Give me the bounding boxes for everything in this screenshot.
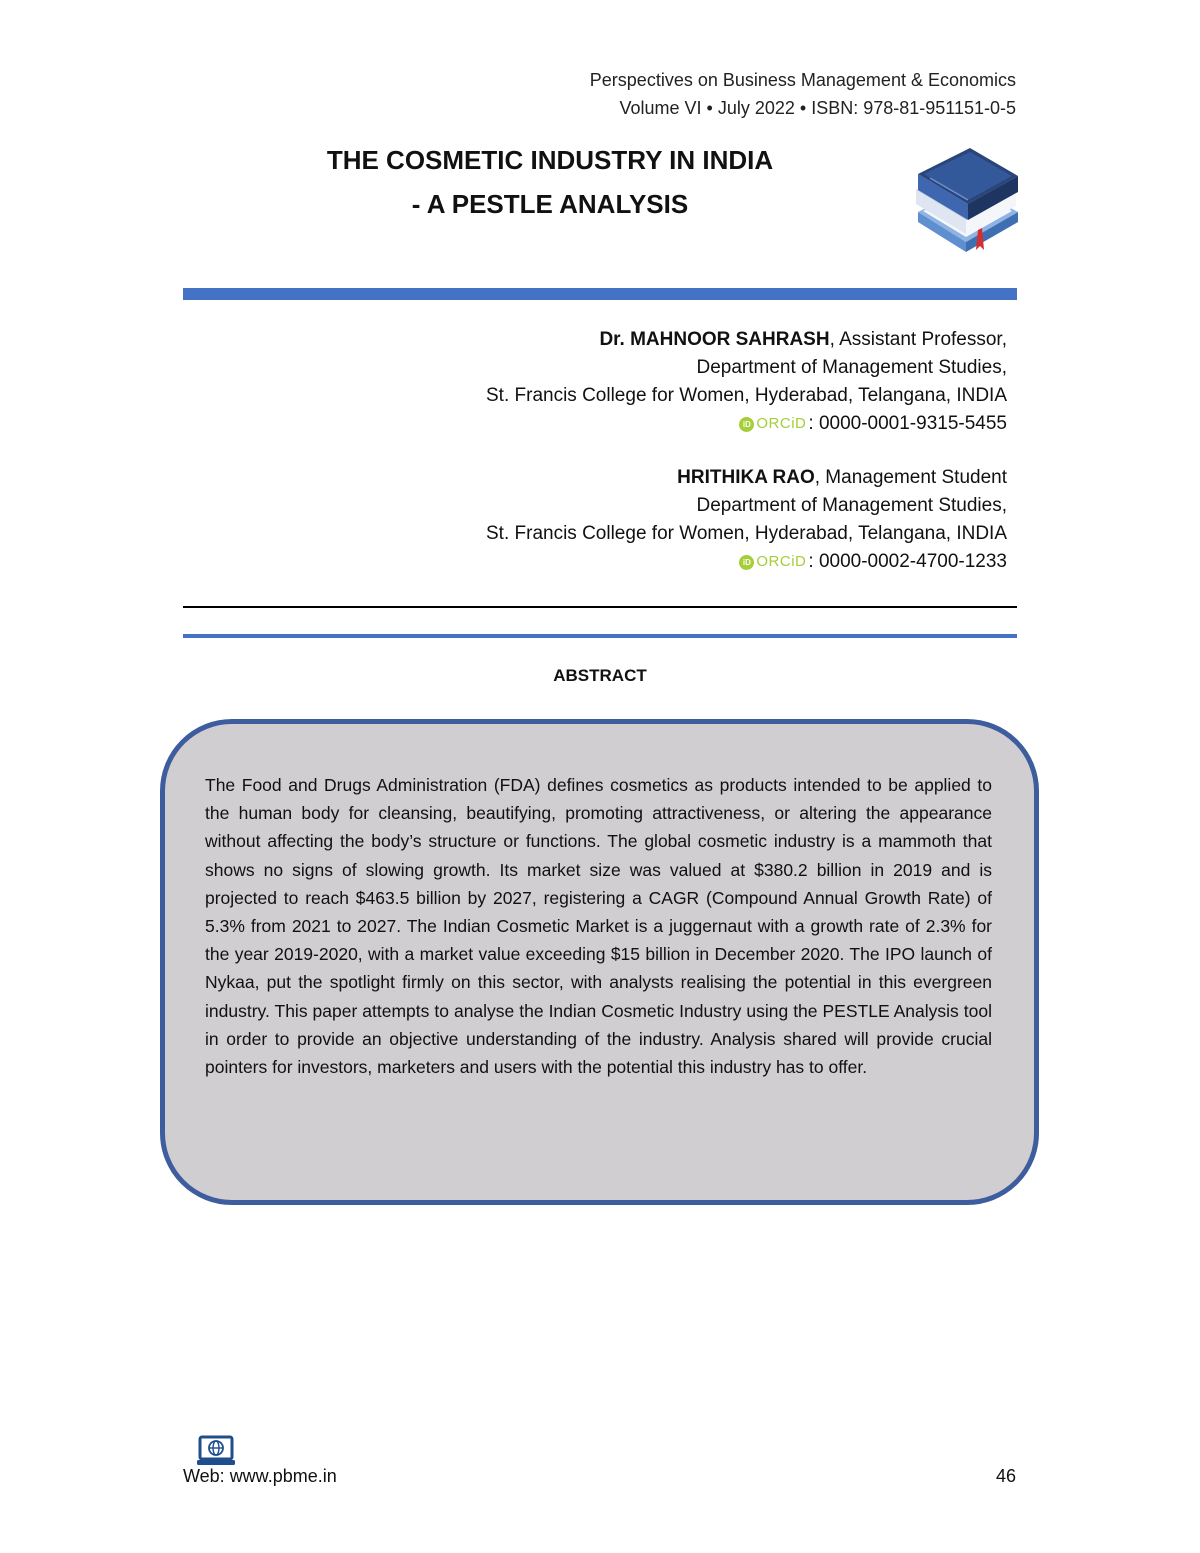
orcid-link[interactable] (739, 410, 806, 438)
journal-header (590, 66, 1016, 122)
black-divider (183, 606, 1017, 608)
authors-section (486, 326, 1007, 602)
author-block (486, 326, 1007, 438)
abstract-heading: ABSTRACT (553, 666, 647, 685)
author-department: Department of Management Studies, (696, 495, 1007, 516)
abstract-text: The Food and Drugs Administration (FDA) defines cosmetics as products intended to be applied to the human body for cleansing, beautifying, promoting attractiveness, or altering the appearance without affecting the body’s structure or functions. The global cosmetic industry is a mammoth that shows no signs of slowing growth. Its market size was valued at $380.2 billion in 2019 and is projected to reach $463.5 billion by 2027, registering a CAGR (Compound Annual Growth Rate) of 5.3% from 2021 to 2027. The Indian Cosmetic Market is a juggernaut with a growth rate of 2.3% for the year 2019-2020, with a market value exceeding $15 billion in December 2020. The IPO launch of Nykaa, put the spotlight firmly on this sector, with analysts realising the potential in this evergreen industry. This paper attempts to analyse the Indian Cosmetic Industry using the PESTLE Analysis tool in order to provide an objective understanding of the industry. Analysis shared will provide crucial pointers for investors, marketers and users with the potential this industry has to offer. (205, 775, 992, 1078)
orcid-line (486, 548, 1007, 576)
orcid-number: : 0000-0001-9315-5455 (808, 413, 1007, 434)
author-block (486, 464, 1007, 576)
books-icon (912, 138, 1024, 256)
orcid-label: ORCiD (756, 415, 807, 432)
orcid-line (486, 410, 1007, 438)
author-institution: St. Francis College for Women, Hyderabad, Telangana, INDIA (486, 385, 1007, 406)
author-role: , Management Student (814, 467, 1007, 488)
author-name-line (486, 326, 1007, 354)
globe-laptop-icon (196, 1435, 236, 1469)
orcid-number: : 0000-0002-4700-1233 (808, 551, 1007, 572)
paper-title-line-2: - A PESTLE ANALYSIS (411, 189, 689, 219)
orcid-id-icon: iD (739, 417, 754, 432)
author-institution: St. Francis College for Women, Hyderabad, Telangana, INDIA (486, 523, 1007, 544)
paper-title-line-1: THE COSMETIC INDUSTRY IN INDIA (326, 145, 774, 175)
orcid-id-icon: iD (739, 555, 754, 570)
orcid-link[interactable] (739, 548, 806, 576)
blue-divider (183, 634, 1017, 638)
abstract-box (160, 719, 1039, 1205)
author-role: , Assistant Professor, (829, 329, 1007, 350)
author-department: Department of Management Studies, (696, 357, 1007, 378)
page-number: 46 (995, 1466, 1016, 1486)
paper-title (250, 138, 850, 226)
top-divider (183, 288, 1017, 300)
author-name: HRITHIKA RAO (677, 467, 815, 488)
author-name: Dr. MAHNOOR SAHRASH (599, 329, 830, 350)
journal-issue: Volume VI • July 2022 • ISBN: 978-81-951151-0-5 (619, 98, 1016, 118)
author-name-line (486, 464, 1007, 492)
journal-name: Perspectives on Business Management & Economics (589, 70, 1016, 90)
footer-web-link[interactable]: Web: www.pbme.in (183, 1466, 337, 1486)
orcid-label: ORCiD (756, 553, 807, 570)
